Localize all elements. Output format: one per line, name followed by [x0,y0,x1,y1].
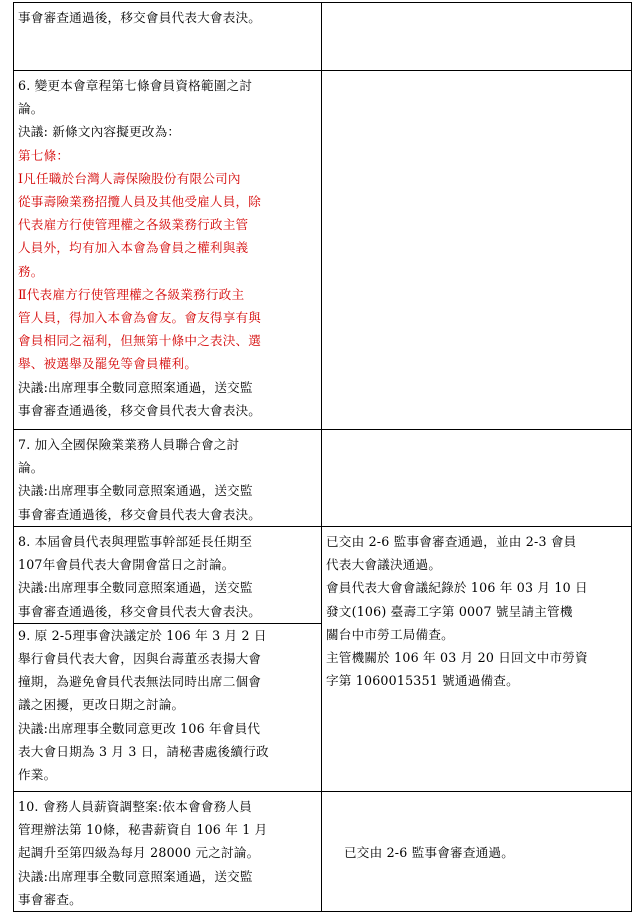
item-7-title: 論。 [18,460,44,476]
right-cell [322,3,632,71]
decision-text: 事會審查通過後，移交會員代表大會表決。 [18,402,262,418]
decision-intro: 決議: 新條文內容擬更改為： [18,124,181,140]
table-row [14,792,632,912]
clause-2: Ⅱ代表雇方行使管理權之各級業務行政主 [18,286,245,302]
item-10-title: 10. 會務人員薪資調整案:依本會會務人員 [18,799,252,814]
item-8-9-cell [14,527,322,792]
clause-1: Ⅰ凡任職於台灣人壽保險股份有限公司內 [18,170,241,186]
item-6-cell [14,71,322,430]
status-text: 已交由 2-6 監事會審查通過，並由 2-3 會員 [326,534,577,549]
right-cell [322,71,632,430]
status-cell [322,792,632,912]
decision-text: 事會審查通過後，移交會員代表大會表決。 [18,506,262,522]
text-line: 事會審查通過後，移交會員代表大會表決。 [18,10,262,25]
item-8-title: 107年會員代表大會開會當日之討論。 [18,557,235,573]
minutes-table [13,2,632,912]
decision-text: 決議:出席理事全數同意照案通過，送交監 [18,580,253,596]
status-text: 主管機關於 106 年 03 月 20 日回文中市勞資 [326,650,588,666]
table-row [14,430,632,527]
item-9-title: 撞期，為避免會員代表無法同時出席二個會 [18,674,262,690]
status-text: 發文(106) 臺壽工字第 0007 號呈請主管機 [326,603,573,619]
decision-text: 表大會日期為 3 月 3 日，請秘書處後續行政 [18,743,269,759]
status-cell [322,527,632,792]
decision-text: 決議:出席理事全數同意照案通過，送交監 [18,379,253,395]
status-text: 代表大會議決通過。 [326,557,442,573]
clause-2: 管人員，得加入本會為會友。會友得享有與 [18,310,262,326]
item-6-title: 論。 [18,101,44,117]
decision-text: 事會審查通過後，移交會員代表大會表決。 [18,603,262,619]
clause-1: 從事壽險業務招攬人員及其他受雇人員，除 [18,194,262,210]
table-row [14,3,632,71]
status-text: 字第 1060015351 號通過備查。 [326,673,519,689]
clause-2: 會員相同之福利，但無第十條中之表決、選 [18,333,262,349]
status-text: 已交由 2-6 監事會審查通過。 [344,845,515,861]
item-7-cell [14,430,322,527]
item-9-title: 議之困擾，更改日期之討論。 [18,697,185,713]
table-row [14,71,632,430]
item-10-title: 起調升至第四級為每月 28000 元之討論。 [18,845,260,861]
table-row [14,527,632,792]
decision-text: 決議:出席理事全數同意照案通過，送交監 [18,483,253,499]
clause-2: 舉、被選舉及罷免等會員權利。 [18,356,198,372]
decision-text: 決議:出席理事全數同意照案通過，送交監 [18,868,253,884]
clause-1: 務。 [18,263,44,279]
clause-1: 代表雇方行使管理權之各級業務行政主管 [18,217,249,233]
decision-text: 事會審查。 [18,891,82,907]
right-cell [322,430,632,527]
status-text: 關台中市勞工局備查。 [326,626,454,642]
decision-text: 作業。 [18,767,57,783]
decision-text: 決議:出席理事全數同意更改 106 年會員代 [18,720,261,736]
status-text: 會員代表大會會議紀錄於 106 年 03 月 10 日 [326,580,588,596]
article-heading: 第七條： [18,147,70,163]
left-cell [14,3,322,71]
item-9-title: 舉行會員代表大會，因與台壽董丞表揚大會 [18,651,262,667]
item-9-title: 9. 原 2-5理事會決議定於 106 年 3 月 2 日 [18,627,267,643]
clause-1: 人員外，均有加入本會為會員之權利與義 [18,240,249,256]
item-10-cell [14,792,322,912]
item-10-title: 管理辦法第 10條，秘書薪資自 106 年 1 月 [18,822,268,838]
item-6-title: 6. 變更本會章程第七條會員資格範圍之討 [18,78,253,93]
item-8-title: 8. 本屆會員代表與理監事幹部延長任期至 [18,534,253,549]
item-7-title: 7. 加入全國保險業業務人員聯合會之討 [18,437,240,452]
